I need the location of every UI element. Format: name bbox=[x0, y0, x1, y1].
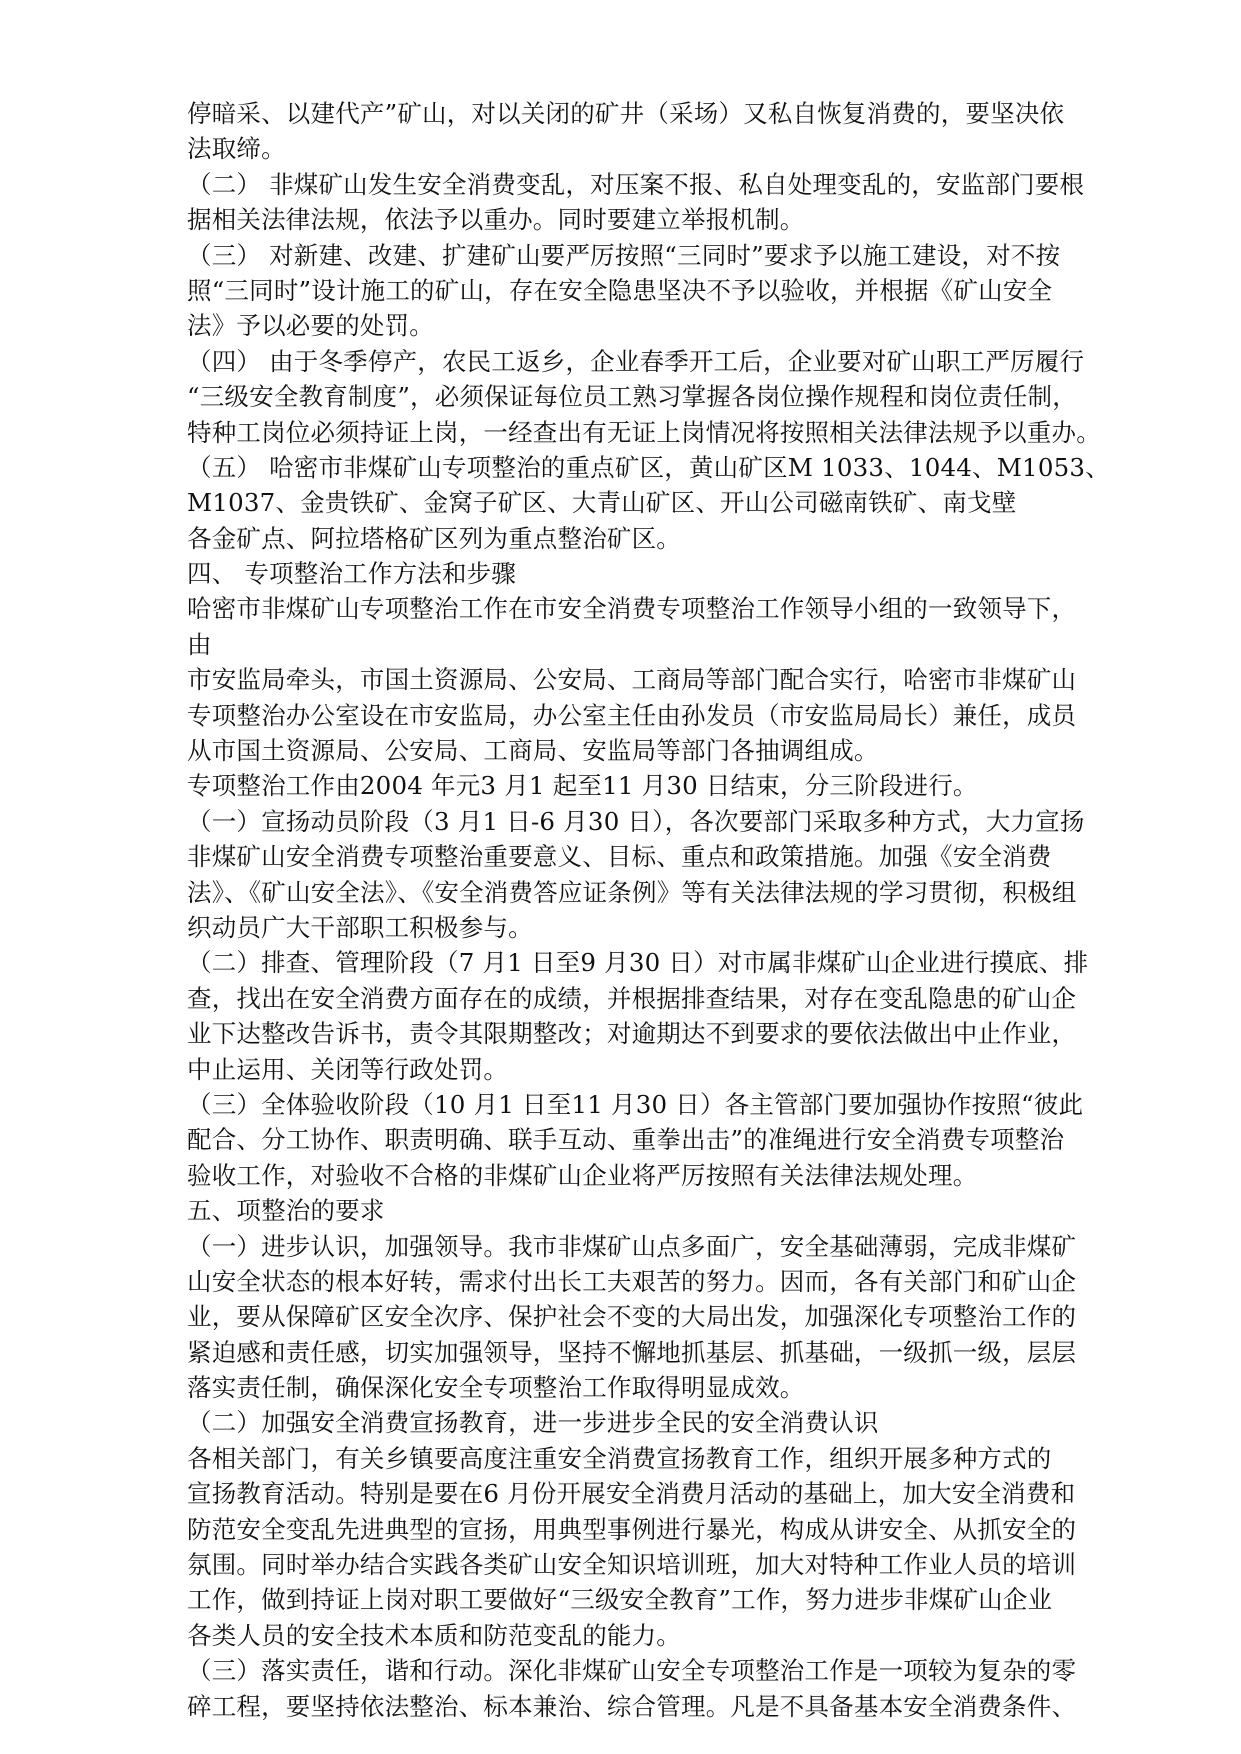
text-line: 宣扬教育活动。特别是要在6 月份开展安全消费月活动的基础上，加大安全消费和 bbox=[187, 1479, 1076, 1509]
text-line: M1037、金贵铁矿、金窝子矿区、大青山矿区、开山公司磁南铁矿、南戈壁 bbox=[187, 488, 1017, 518]
text-line: 山安全状态的根本好转，需求付出长工夫艰苦的努力。因而，各有关部门和矿山企 bbox=[187, 1266, 1077, 1296]
text-line: （二）加强安全消费宣扬教育，进一步进步全民的安全消费认识 bbox=[187, 1408, 879, 1438]
section-heading: 四、 专项整治工作方法和步骤 bbox=[187, 559, 517, 589]
text-line: （一）宣扬动员阶段（3 月1 日-6 月30 日），各次要部门采取多种方式，大力宣扬 bbox=[187, 806, 1085, 836]
text-line: （五） 哈密市非煤矿山专项整治的重点矿区，黄山矿区M 1033、1044、M1053、 bbox=[187, 452, 1110, 482]
text-line: 各金矿点、阿拉塔格矿区列为重点整治矿区。 bbox=[187, 523, 681, 553]
text-line: 非煤矿山安全消费专项整治重要意义、目标、重点和政策措施。加强《安全消费 bbox=[187, 842, 1052, 872]
text-line: 专项整治工作由2004 年元3 月1 起至11 月30 日结束，分三阶段进行。 bbox=[187, 771, 978, 801]
text-line: 业，要从保障矿区安全次序、保护社会不变的大局出发，加强深化专项整治工作的 bbox=[187, 1302, 1077, 1332]
text-line: 市安监局牵头，市国土资源局、公安局、工商局等部门配合实行，哈密市非煤矿山 bbox=[187, 665, 1077, 695]
text-line: （一）进步认识，加强领导。我市非煤矿山点多面广，安全基础薄弱，完成非煤矿 bbox=[187, 1231, 1077, 1261]
text-line: 特种工岗位必须持证上岗，一经查出有无证上岗情况将按照相关法律法规予以重办。 bbox=[187, 417, 1101, 447]
text-line: 配合、分工协作、职责明确、联手互动、重拳出击”的准绳进行安全消费专项整治 bbox=[187, 1125, 1065, 1155]
text-line: 各相关部门，有关乡镇要高度注重安全消费宣扬教育工作，组织开展多种方式的 bbox=[187, 1443, 1052, 1473]
text-line: （三） 对新建、改建、扩建矿山要严厉按照“三同时”要求予以施工建设，对不按 bbox=[187, 240, 1061, 270]
text-line: 法取缔。 bbox=[187, 134, 286, 164]
text-line: 中止运用、关闭等行政处罚。 bbox=[187, 1054, 509, 1084]
text-line: 哈密市非煤矿山专项整治工作在市安全消费专项整治工作领导小组的一致领导下， bbox=[187, 594, 1077, 624]
text-line: 各类人员的安全技术本质和防范变乱的能力。 bbox=[187, 1620, 681, 1650]
text-line: 工作，做到持证上岗对职工要做好“三级安全教育”工作，努力进步非煤矿山企业 bbox=[187, 1585, 1053, 1615]
text-line: （二）排查、管理阶段（7 月1 日至9 月30 日）对市属非煤矿山企业进行摸底、排 bbox=[187, 948, 1089, 978]
text-line: 落实责任制，确保深化安全专项整治工作取得明显成效。 bbox=[187, 1373, 805, 1403]
text-line: （三）全体验收阶段（10 月1 日至11 月30 日）各主管部门要加强协作按照“彼此 bbox=[187, 1089, 1084, 1119]
text-line: 碎工程，要坚持依法整治、标本兼治、综合管理。凡是不具备基本安全消费条件、 bbox=[187, 1691, 1077, 1721]
document-body bbox=[187, 96, 1110, 1724]
text-line: 防范安全变乱先进典型的宣扬，用典型事例进行暴光，构成从讲安全、从抓安全的 bbox=[187, 1514, 1077, 1544]
text-line: 由 bbox=[187, 629, 212, 659]
text-line: 法》、《矿山安全法》、《安全消费答应证条例》等有关法律法规的学习贯彻，积极组 bbox=[187, 877, 1077, 907]
text-line: 氛围。同时举办结合实践各类矿山安全知识培训班，加大对特种工作业人员的培训 bbox=[187, 1550, 1077, 1580]
text-line: 紧迫感和责任感，切实加强领导，坚持不懈地抓基层、抓基础，一级抓一级，层层 bbox=[187, 1337, 1077, 1367]
text-line: 据相关法律法规，依法予以重办。同时要建立举报机制。 bbox=[187, 205, 805, 235]
text-line: （二） 非煤矿山发生安全消费变乱，对压案不报、私自处理变乱的，安监部门要根 bbox=[187, 169, 1085, 199]
text-line: 织动员广大干部职工积极参与。 bbox=[187, 912, 533, 942]
text-line: 停暗采、以建代产”矿山，对以关闭的矿井（采场）又私自恢复消费的，要坚决依 bbox=[187, 99, 1065, 128]
text-line: 照“三同时”设计施工的矿山，存在安全隐患坚决不予以验收，并根据《矿山安全 bbox=[187, 275, 1053, 305]
text-line: （四） 由于冬季停产，农民工返乡，企业春季开工后，企业要对矿山职工严厉履行 bbox=[187, 346, 1085, 376]
section-heading: 五、项整治的要求 bbox=[187, 1196, 385, 1226]
text-line: 业下达整改告诉书，责令其限期整改；对逾期达不到要求的要依法做出中止作业， bbox=[187, 1019, 1077, 1049]
text-line: 专项整治办公室设在市安监局，办公室主任由孙发员（市安监局局长）兼任，成员 bbox=[187, 700, 1077, 730]
text-line: 验收工作，对验收不合格的非煤矿山企业将严厉按照有关法律法规处理。 bbox=[187, 1160, 978, 1190]
text-line: 查，找出在安全消费方面存在的成绩，并根据排查结果，对存在变乱隐患的矿山企 bbox=[187, 983, 1077, 1013]
text-line: （三）落实责任，谐和行动。深化非煤矿山安全专项整治工作是一项较为复杂的零 bbox=[187, 1656, 1077, 1686]
text-line: 法》予以必要的处罚。 bbox=[187, 311, 434, 341]
text-line: “三级安全教育制度”，必须保证每位员工熟习掌握各岗位操作规程和岗位责任制， bbox=[187, 382, 1077, 412]
text-line: 从市国土资源局、公安局、工商局、安监局等部门各抽调组成。 bbox=[187, 736, 879, 766]
